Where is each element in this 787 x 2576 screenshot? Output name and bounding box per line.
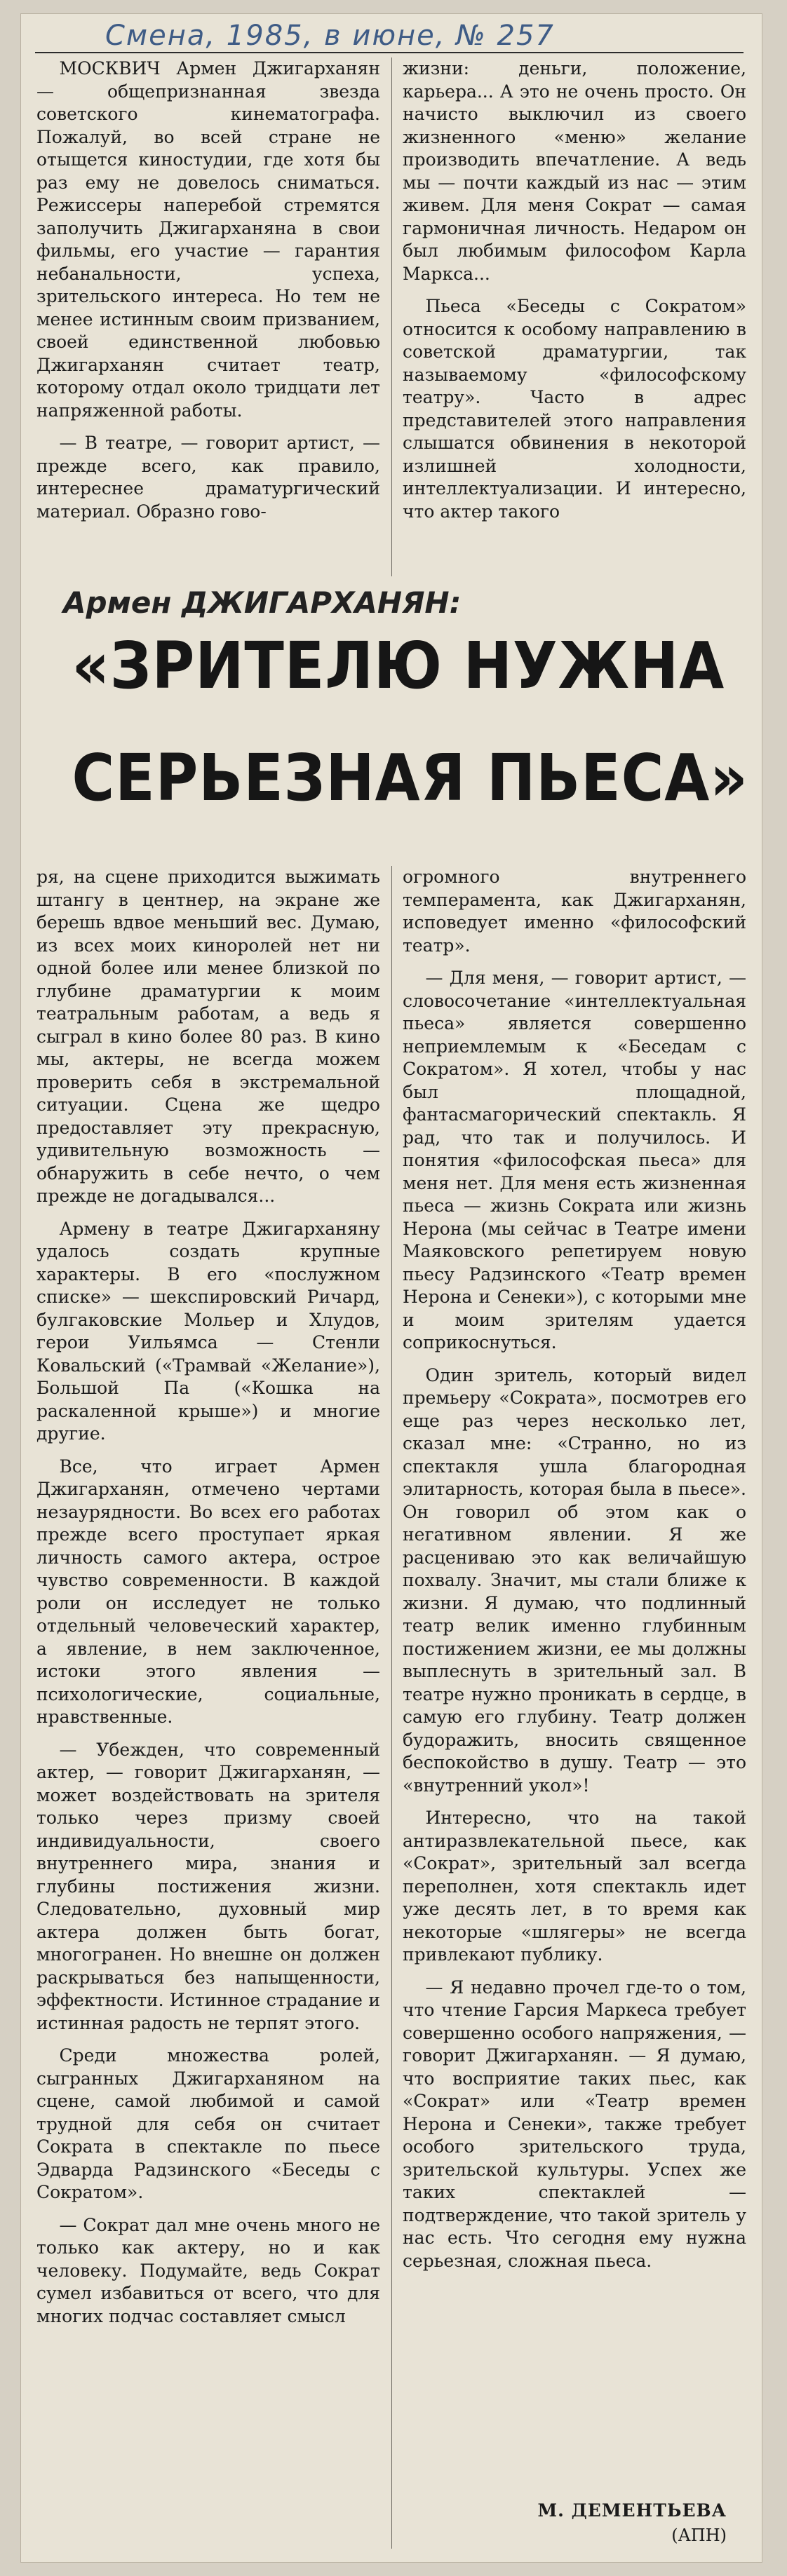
news-agency: (АПН) [671, 2526, 727, 2545]
paragraph: Армену в театре Джигарханяну удалось создать крупные характеры. В его «послужном списке» — шекспировский Ричард, булгаковские Мольер и Хлудов, герои Уильямса — Стенли Ковальский («Трамвай «Желание»), Большой Па («Кошка на раскаленной крыше») и многие другие. [36, 1218, 380, 1444]
paragraph: — Убежден, что современный актер, — говорит Джигарханян, — может воздействовать на зрителя только через призму своей индивидуальности, своего внутреннего мира, знания и глубины постижения жизни. Следовательно, духовный мир актера должен быть богат, многогранен. Но внешне он должен раскрываться без напыщенности, эффектности. Истинное страдание и истинная радость не терпят этого. [36, 1739, 380, 2033]
paragraph: Все, что играет Армен Джигарханян, отмечено чертами незаурядности. Во всех его работах прежде всего проступает яркая личность самого актера, острое чувство современности. В каждой роли он исследует не только отдельный человеческий характер, а явление, в нем заключенное, истоки этого явления — психологические, социальные, нравственные. [36, 1456, 380, 1727]
headline-kicker: Армен ДЖИГАРХАНЯН: [63, 585, 462, 620]
paragraph: — Сократ дал мне очень много не только как актеру, но и как человеку. Подумайте, ведь Сократ сумел избавиться от всего, что для многих подчас составляет смысл [36, 2214, 380, 2326]
paragraph: Интересно, что на такой антиразвлекательной пьесе, как «Сократ», зрительный зал всегда переполнен, хотя спектакль идет уже десять лет, в то время как некоторые «шлягеры» не всегда привлекают публику. [403, 1808, 746, 1965]
paragraph: огромного внутреннего темперамента, как Джигарханян, исповедует именно «философский театр». [403, 867, 746, 956]
headline-line-2: СЕРЬЕЗНАЯ ПЬЕСА» [72, 740, 748, 815]
paragraph: — В театре, — говорит артист, — прежде всего, как правило, интереснее драматургический материал. Образно гово- [36, 433, 380, 522]
paragraph: МОСКВИЧ Армен Джигарханян — общепризнанная звезда советского кинематографа. Пожалуй, во всей стране не отыщется киностудии, где хотя бы раз ему не довелось сниматься. Режиссеры наперебой стремятся заполучить Джигарханяна в свои фильмы, его участие — гарантия небанальности, успеха, зрительского интереса. Но тем не менее истинным своим призванием, своей единственной любовью Джигарханян считает театр, которому отдал около тридцати лет напряженной работы. [36, 58, 380, 421]
upper-right-column [403, 57, 746, 576]
paragraph: — Я недавно прочел где-то о том, что чтение Гарсия Маркеса требует совершенно особого напряжения, — говорит Джигарханян. — Я думаю, что восприятие таких пьес, как «Сократ» или «Театр времен Нерона и Сенеки», также требует особого зрительского труда, зрительской культуры. Успех же таких спектаклей — подтверждение, что такой зритель у нас есть. Что сегодня ему нужна серьезная, сложная пьеса. [403, 1977, 746, 2271]
paragraph: Один зритель, который видел премьеру «Сократа», посмотрев его еще раз через несколько лет, сказал мне: «Странно, но из спектакля ушла благородная элитарность, которая была в пьесе». Он говорил об этом как о негативном явлении. Я же расцениваю это как величайшую похвалу. Значит, мы стали ближе к жизни. Я думаю, что подлинный театр велик именно глубинным постижением жизни, ее мы должны выплеснуть в зрительный зал. В театре нужно проникать в сердце, в самую его глубину. Театр должен будоражить, вносить священное беспокойство в душу. Театр — это «внутренний укол»! [403, 1364, 746, 1796]
lower-right-column [403, 866, 746, 2493]
lower-left-column [36, 866, 380, 2549]
column-divider [391, 57, 392, 576]
paragraph: — Для меня, — говорит артист, — словосочетание «интеллектуальная пьеса» является совершенно неприемлемым к «Беседам с Сократом». Я хотел, чтобы у нас был площадной, фантасмагорический спектакль. Я рад, что так и получилось. И понятия «философская пьеса» для меня нет. Для меня есть жизненная пьеса — жизнь Сократа или жизнь Нерона (мы сейчас в Театре имени Маяковского репетируем новую пьесу Радзинского «Театр времен Нерона и Сенеки»), с которыми мне и моим зрителям удается соприкоснуться. [403, 968, 746, 1353]
upper-left-column [36, 57, 380, 576]
author-signature: М. ДЕМЕНТЬЕВА [537, 2500, 727, 2521]
paragraph: Среди множества ролей, сыгранных Джигарханяном на сцене, самой любимой и самой трудной для себя он считает Сократа в спектакле по пьесе Эдварда Радзинского «Беседы с Сократом». [36, 2045, 380, 2202]
newspaper-clipping [21, 14, 762, 2562]
headline-line-1: «ЗРИТЕЛЮ НУЖНА [72, 628, 725, 703]
column-divider [391, 866, 392, 2549]
top-rule [35, 52, 744, 53]
paragraph: жизни: деньги, положение, карьера... А это не очень просто. Он начисто выключил из своего жизненного «меню» желание производить впечатление. А ведь мы — почти каждый из нас — этим живем. Для меня Сократ — самая гармоничная личность. Недаром он был любимым философом Карла Маркса... [403, 58, 746, 284]
handwritten-note: Смена, 1985, в июне, № 257 [105, 20, 555, 52]
paragraph: Пьеса «Беседы с Сократом» относится к особому направлению в советской драматургии, так называемому «философскому театру». Часто в адрес представителей этого направления слышатся обвинения в некоторой излишней холодности, интеллектуализации. И интересно, что актер такого [403, 296, 746, 522]
paragraph: ря, на сцене приходится выжимать штангу в центнер, на экране же берешь вдвое меньший вес. Думаю, из всех моих киноролей нет ни одной более или менее близкой по глубине драматургии к моим театральным работам, а ведь я сыграл в кино более 80 раз. В кино мы, актеры, не всегда можем проверить себя в экстремальной ситуации. Сцена же щедро предоставляет эту прекрасную, удивительную возможность — обнаружить в себе нечто, о чем прежде не догадывался... [36, 867, 380, 1206]
